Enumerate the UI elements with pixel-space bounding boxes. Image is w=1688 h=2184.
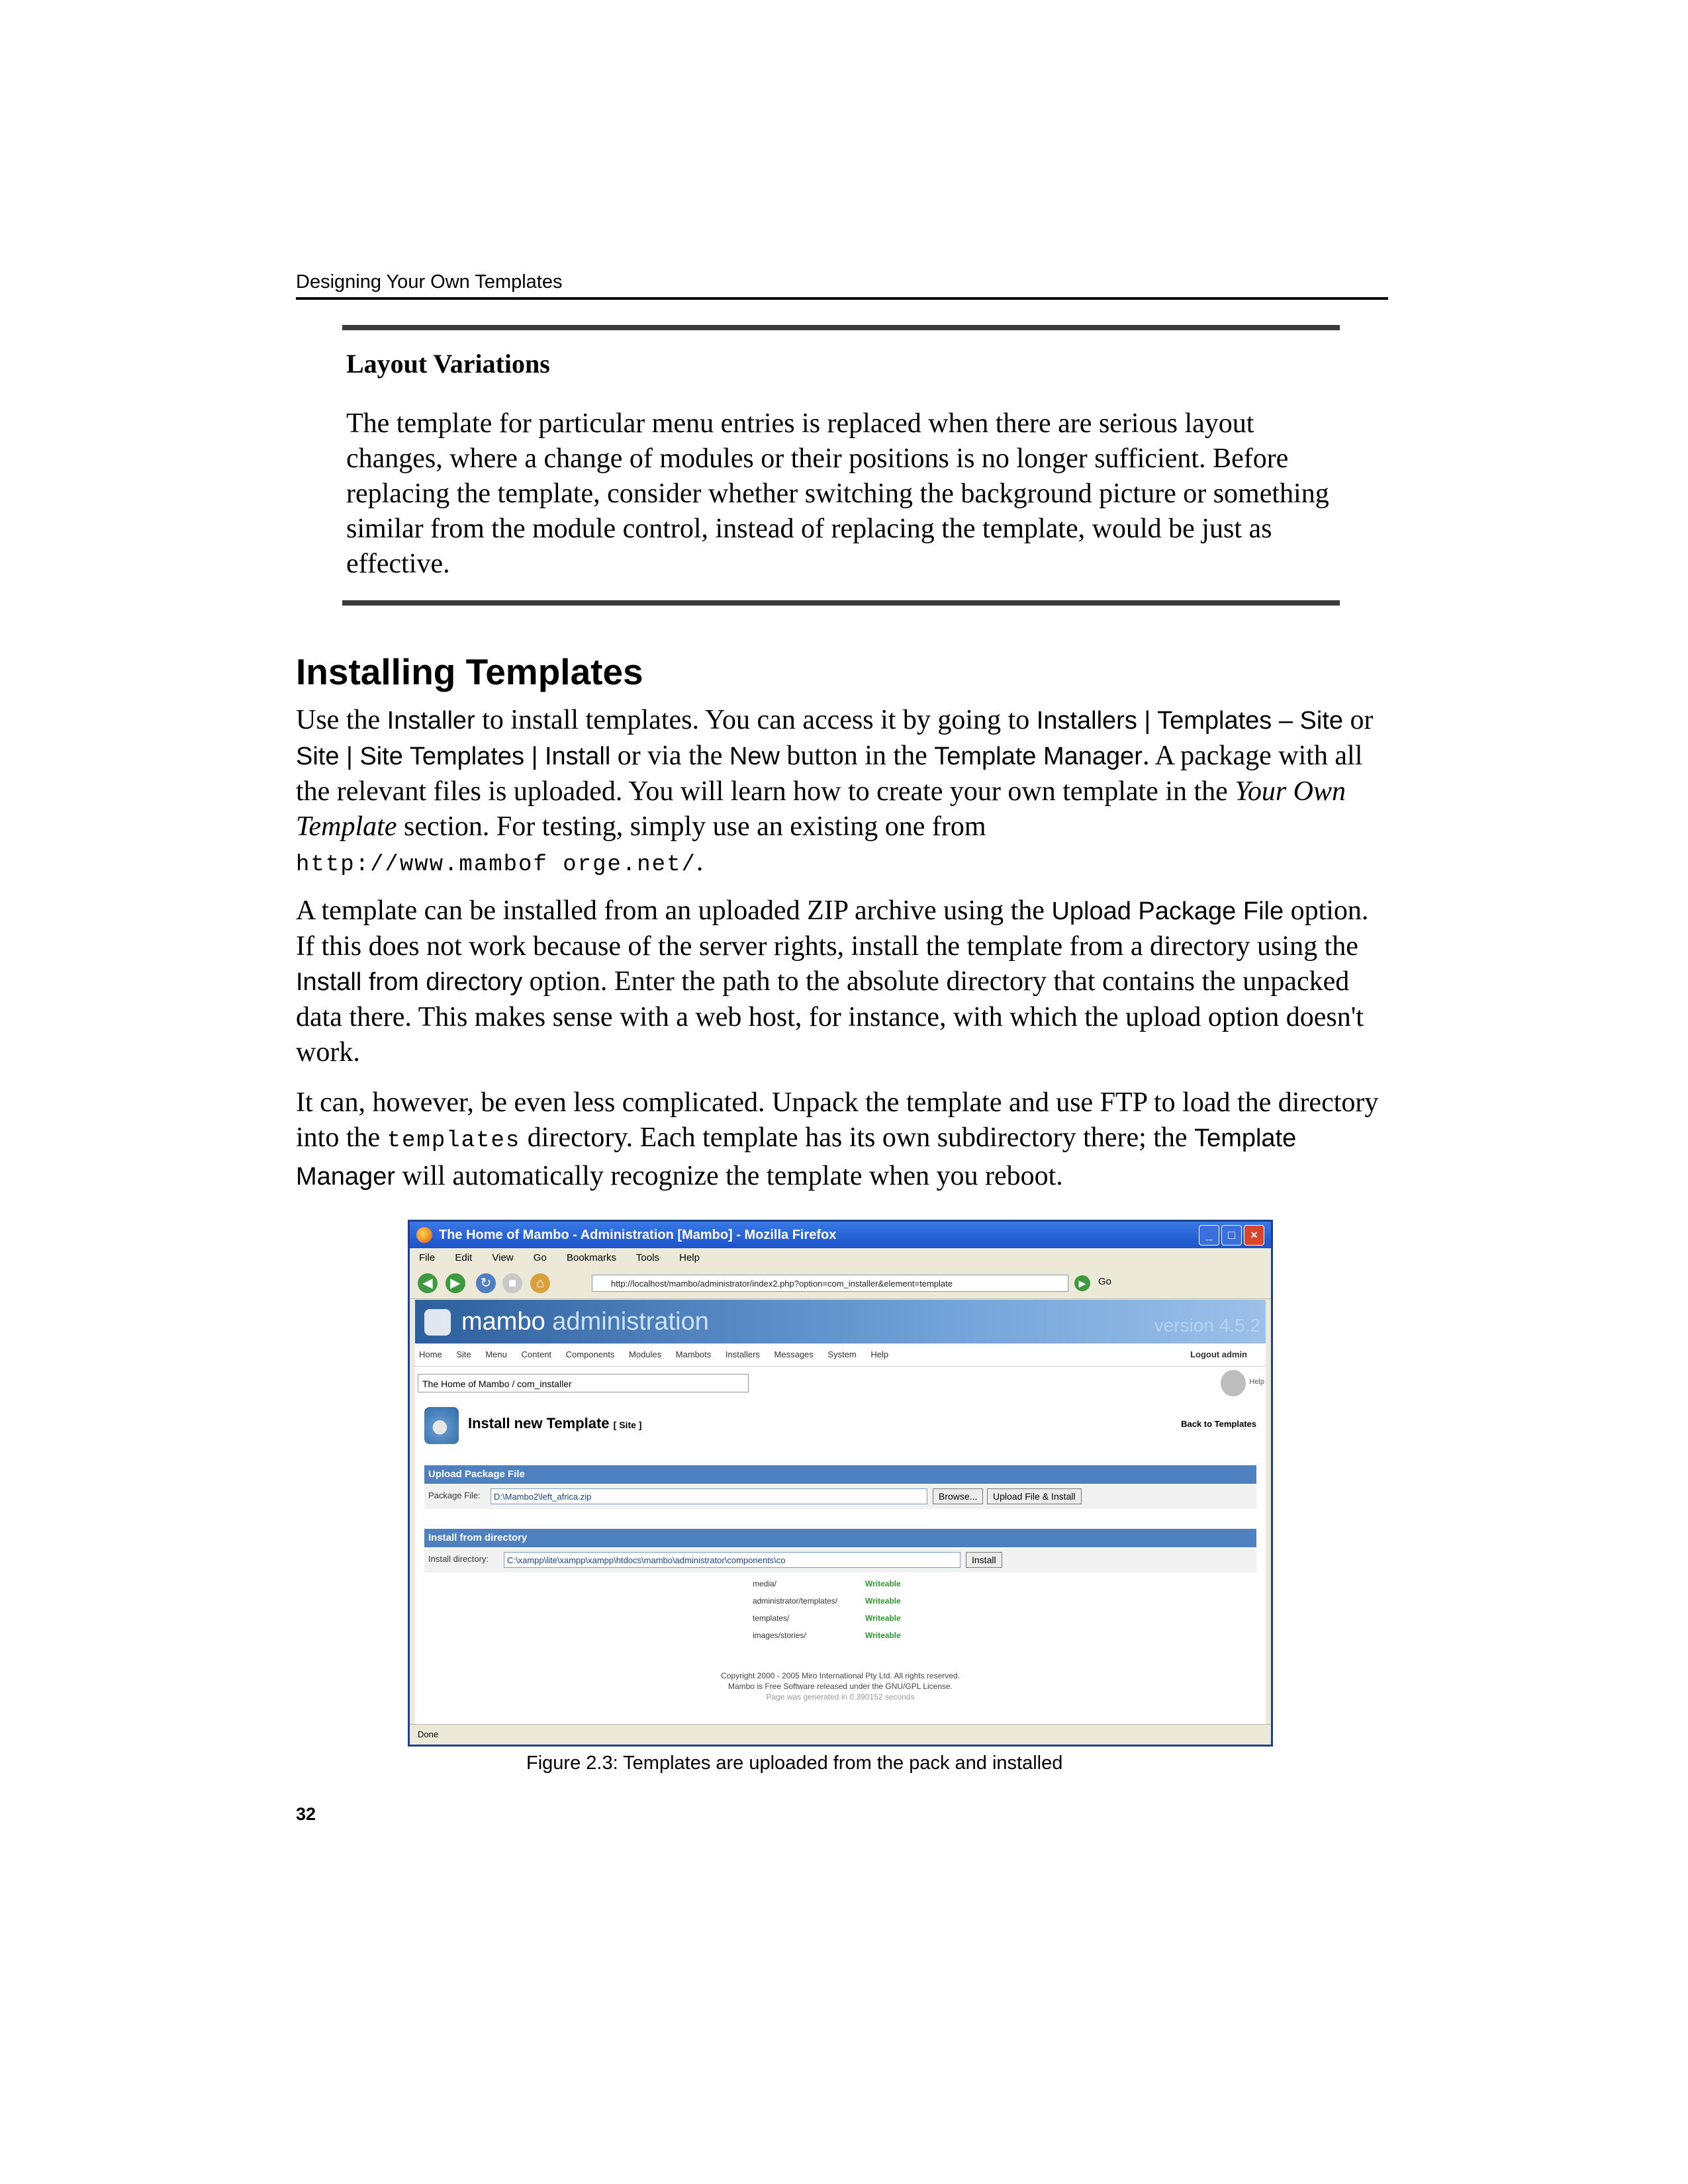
list-item: images/stories/ Writeable <box>753 1631 901 1640</box>
upload-install-button[interactable]: Upload File & Install <box>987 1488 1082 1504</box>
admin-menu-installers[interactable]: Installers <box>725 1349 760 1359</box>
home-icon[interactable]: ⌂ <box>530 1273 550 1293</box>
url-bar[interactable]: http://localhost/mambo/administrator/index2.php?option=com_installer&element=template <box>592 1275 1068 1292</box>
stop-icon[interactable]: ■ <box>502 1273 522 1293</box>
minimize-icon[interactable]: _ <box>1199 1225 1219 1246</box>
list-item: administrator/templates/ Writeable <box>753 1596 901 1606</box>
list-item: media/ Writeable <box>753 1579 901 1588</box>
list-item: templates/ Writeable <box>753 1614 901 1623</box>
figure-screenshot <box>408 1220 1273 1747</box>
admin-menu-home[interactable]: Home <box>419 1349 442 1359</box>
copyright-footer: Copyright 2000 - 2005 Miro International Pty Ltd. All rights reserved. Mambo is Free Software released under the GNU/GPL License. Page was generated in 0.390152 seconds <box>721 1671 960 1702</box>
admin-menu-messages[interactable]: Messages <box>774 1349 814 1359</box>
upload-row <box>424 1485 1256 1509</box>
install-cd-icon <box>424 1407 459 1444</box>
maximize-icon[interactable]: □ <box>1221 1225 1242 1246</box>
writeable-list <box>753 1575 901 1644</box>
install-title: Install new Template [ Site ] <box>468 1415 642 1432</box>
package-file-input[interactable]: D:\Mambo2\left_africa.zip <box>491 1488 927 1504</box>
reload-icon[interactable]: ↻ <box>476 1273 496 1293</box>
admin-menu-site[interactable]: Site <box>456 1349 471 1359</box>
back-to-templates-link[interactable]: Back to Templates <box>1181 1419 1256 1429</box>
status-bar: Done <box>410 1724 1271 1745</box>
close-icon[interactable]: × <box>1244 1225 1264 1246</box>
menu-help[interactable]: Help <box>679 1252 700 1263</box>
upload-section-header: Upload Package File <box>424 1465 1256 1484</box>
note-title: Layout Variations <box>346 349 550 379</box>
figure-caption: Figure 2.3: Templates are uploaded from the pack and installed <box>526 1752 1063 1774</box>
forward-icon[interactable]: ▶ <box>445 1273 465 1293</box>
note-bottom-rule <box>342 600 1340 606</box>
mambo-forge-url: http://www.mambof orge.net/ <box>296 852 696 878</box>
menu-go[interactable]: Go <box>533 1252 547 1263</box>
browse-button[interactable]: Browse... <box>933 1488 983 1504</box>
admin-menu-help[interactable]: Help <box>870 1349 889 1359</box>
avatar-label: Help <box>1249 1378 1264 1386</box>
pathway: The Home of Mambo / com_installer <box>418 1374 749 1392</box>
page-number: 32 <box>296 1804 316 1824</box>
mambo-banner: mambo administration version 4.5.2 <box>415 1300 1266 1343</box>
admin-menu <box>415 1343 1266 1367</box>
page-content <box>415 1300 1266 1725</box>
window-titlebar: The Home of Mambo - Administration [Mambo] - Mozilla Firefox _ □ × <box>410 1222 1271 1248</box>
menu-view[interactable]: View <box>492 1252 514 1263</box>
package-file-label: Package File: <box>428 1490 481 1500</box>
note-top-rule <box>342 325 1340 330</box>
go-button[interactable]: Go <box>1098 1276 1112 1287</box>
browser-navbar <box>410 1268 1271 1299</box>
mambo-logo-icon <box>424 1309 451 1336</box>
header-rule <box>296 297 1388 300</box>
go-icon[interactable]: ▶ <box>1074 1275 1090 1291</box>
menu-file[interactable]: File <box>419 1252 436 1263</box>
install-directory-input[interactable]: C:\xampp\lite\xampp\xampp\htdocs\mambo\administrator\components\co <box>504 1552 961 1568</box>
menu-tools[interactable]: Tools <box>635 1252 659 1263</box>
menu-edit[interactable]: Edit <box>455 1252 473 1263</box>
menu-bookmarks[interactable]: Bookmarks <box>566 1252 617 1263</box>
back-icon[interactable]: ◀ <box>418 1273 438 1293</box>
admin-menu-mambots[interactable]: Mambots <box>675 1349 712 1359</box>
browser-menubar <box>410 1248 1271 1268</box>
directory-row <box>424 1549 1256 1572</box>
running-header: Designing Your Own Templates <box>296 271 563 293</box>
paragraph-ftp: It can, however, be even less complicated. Unpack the template and use FTP to load the directory into the templates directory. Each template has its own subdirectory there; the Template Manager will automatically recognize the template when you reboot. <box>296 1087 1379 1191</box>
paragraph-zip-archive: A template can be installed from an uploaded ZIP archive using the Upload Package File option. If this does not work because of the server rights, install the template from a directory using the Install from directory option. Enter the path to the absolute directory that contains the unpacked data there. This makes sense with a web host, for instance, with which the upload option doesn't work. <box>296 895 1369 1068</box>
section-heading: Installing Templates <box>296 651 643 692</box>
admin-menu-components[interactable]: Components <box>565 1349 615 1359</box>
admin-menu-system[interactable]: System <box>827 1349 857 1359</box>
firefox-icon <box>416 1227 432 1243</box>
install-button[interactable]: Install <box>966 1552 1002 1568</box>
logout-link[interactable]: Logout admin <box>1190 1349 1247 1359</box>
install-directory-label: Install directory: <box>428 1554 489 1564</box>
admin-menu-content[interactable]: Content <box>521 1349 552 1359</box>
version-label: version 4.5.2 <box>1154 1315 1260 1336</box>
admin-menu-menu[interactable]: Menu <box>485 1349 507 1359</box>
directory-section-header: Install from directory <box>424 1529 1256 1547</box>
paragraph-installer: Use the Installer to install templates. You can access it by going to Installers | Templates – Site or Site | Site Templates | Install or via the New button in the Template Manager. A package with all the relevant files is uploaded. You will learn how to create your own template in the Your Own Template section. For testing, simply use an existing one from http://www.mambof orge.net/. <box>296 705 1374 878</box>
help-avatar-icon[interactable] <box>1221 1370 1246 1396</box>
admin-menu-modules[interactable]: Modules <box>629 1349 662 1359</box>
note-body: The template for particular menu entries is replaced when there are serious layout changes, where a change of modules or their positions is no longer sufficient. Before replacing the template, consider whether switching the background picture or something similar from the module control, instead of replacing the template, would be just as effective. <box>346 408 1329 579</box>
